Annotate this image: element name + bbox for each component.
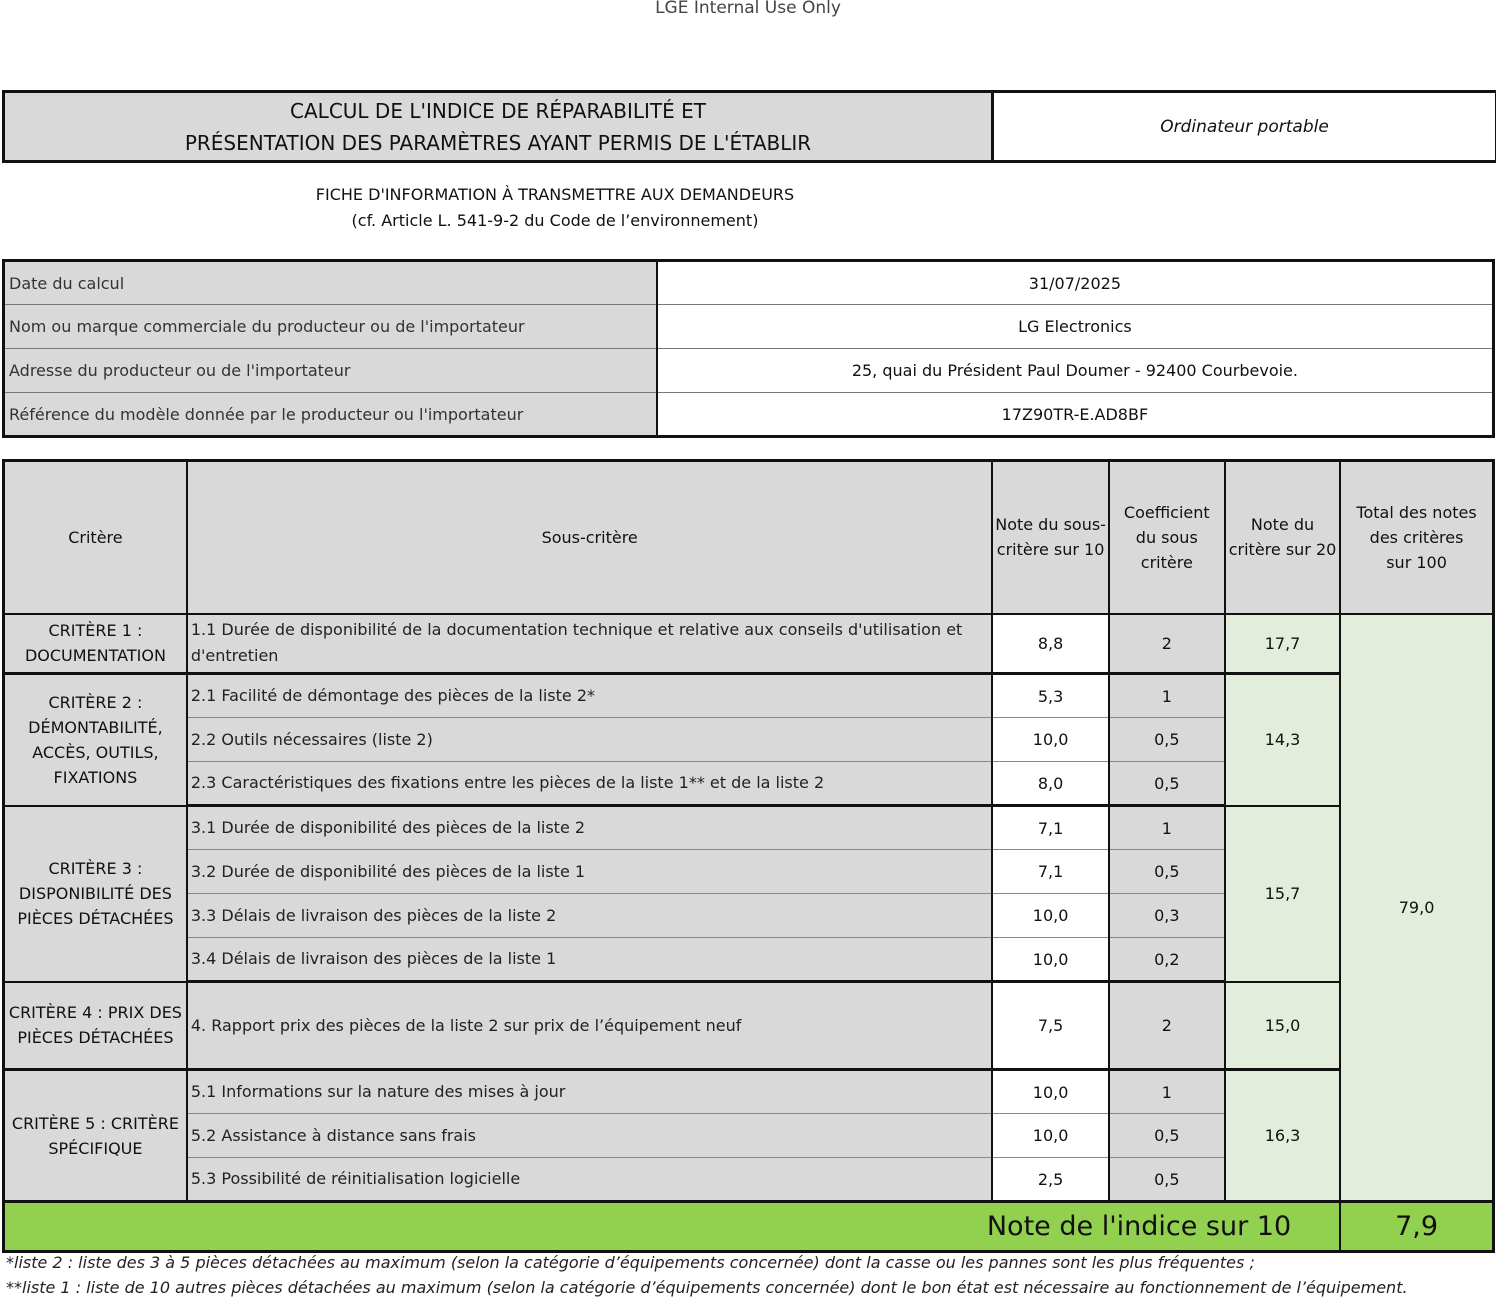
sub-criterion-note: 7,5 <box>992 982 1108 1070</box>
criterion-name-line: CRITÈRE 4 : PRIX DES <box>8 1003 182 1023</box>
sub-criterion-label: 2.1 Facilité de démontage des pièces de la liste 2* <box>187 674 993 718</box>
sub-criterion-coefficient: 0,5 <box>1109 762 1225 806</box>
internal-use-watermark: LGE Internal Use Only <box>655 0 841 18</box>
sub-criterion-note: 10,0 <box>992 938 1108 982</box>
sub-criterion-coefficient: 0,3 <box>1109 894 1225 938</box>
header-text-line: Note du sous- <box>995 515 1106 535</box>
info-row <box>4 393 1494 437</box>
criterion-name-line: DÉMONTABILITÉ, <box>28 717 163 737</box>
header-text-line: critère sur 10 <box>996 540 1105 560</box>
footnote-list-2: *liste 2 : liste des 3 à 5 pièces détachées au maximum (selon la catégorie d’équipements concernée) dont la casse ou les pannes sont les plus fréquentes ; <box>6 1253 1255 1272</box>
criterion-name-line: CRITÈRE 3 : <box>48 859 143 878</box>
sub-criterion-label: 3.4 Délais de livraison des pièces de la liste 1 <box>187 938 993 982</box>
info-value: 31/07/2025 <box>657 261 1494 305</box>
criterion-name-line: FIXATIONS <box>53 767 138 787</box>
sub-criterion-label: 3.3 Délais de livraison des pièces de la liste 2 <box>187 894 993 938</box>
sub-criterion-note: 8,8 <box>992 614 1108 674</box>
sub-criterion-label: 3.2 Durée de disponibilité des pièces de la liste 1 <box>187 850 993 894</box>
header-text-line: critère sur 20 <box>1228 540 1337 560</box>
sub-criterion-label: 4. Rapport prix des pièces de la liste 2 sur prix de l’équipement neuf <box>187 982 993 1070</box>
info-label: Adresse du producteur ou de l'importateur <box>4 349 657 393</box>
info-row <box>4 349 1494 393</box>
sub-criterion-label: 3.1 Durée de disponibilité des pièces de la liste 2 <box>187 806 993 850</box>
sub-criterion-note: 10,0 <box>992 718 1108 762</box>
footnote-list-1: **liste 1 : liste de 10 autres pièces détachées au maximum (selon la catégorie d’équipements concernée) dont le bon état est nécessaire au fonctionnement de l’équipement. <box>6 1278 1408 1297</box>
table-row <box>4 614 1494 674</box>
sub-criterion-note: 5,3 <box>992 674 1108 718</box>
criterion-name <box>4 982 187 1070</box>
table-row <box>4 1070 1494 1114</box>
header-text-line: Total des notes <box>1356 502 1477 522</box>
table-row <box>4 982 1494 1070</box>
sub-criterion-note: 10,0 <box>992 1114 1108 1158</box>
subtitle-line-1: FICHE D'INFORMATION À TRANSMETTRE AUX DEMANDEURS <box>315 185 795 204</box>
repairability-table <box>2 459 1495 1253</box>
sub-criterion-label: 5.3 Possibilité de réinitialisation logicielle <box>187 1158 993 1202</box>
title-block <box>2 90 1496 163</box>
title-line-2: PRÉSENTATION DES PARAMÈTRES AYANT PERMIS DE L'ÉTABLIR <box>184 130 812 155</box>
info-label: Référence du modèle donnée par le producteur ou l'importateur <box>4 393 657 437</box>
sub-criterion-coefficient: 1 <box>1109 674 1225 718</box>
sub-criterion-note: 10,0 <box>992 1070 1108 1114</box>
sub-criterion-coefficient: 0,5 <box>1109 850 1225 894</box>
criterion-note: 17,7 <box>1225 614 1340 674</box>
criterion-name-line: PIÈCES DÉTACHÉES <box>17 909 174 928</box>
sub-criterion-coefficient: 0,5 <box>1109 1114 1225 1158</box>
sub-criterion-coefficient: 0,5 <box>1109 1158 1225 1202</box>
header-row <box>4 461 1494 614</box>
sub-criterion-coefficient: 1 <box>1109 1070 1225 1114</box>
criterion-note: 15,0 <box>1225 982 1340 1070</box>
sub-criterion-note: 7,1 <box>992 806 1108 850</box>
sub-criterion-label: 1.1 Durée de disponibilité de la documentation technique et relative aux conseils d'utilisation et d'entretien <box>187 614 993 674</box>
criterion-note: 16,3 <box>1225 1070 1340 1202</box>
criterion-name <box>4 1070 187 1202</box>
info-value: 17Z90TR-E.AD8BF <box>657 393 1494 437</box>
criterion-name-line: CRITÈRE 1 : <box>48 621 143 641</box>
criterion-note: 15,7 <box>1225 806 1340 982</box>
header-critere: Critère <box>4 461 187 614</box>
equipment-category: Ordinateur portable <box>993 92 1496 162</box>
sub-criterion-note: 2,5 <box>992 1158 1108 1202</box>
sub-criterion-coefficient: 0,2 <box>1109 938 1225 982</box>
header-text-line: critère <box>1140 552 1193 572</box>
sub-criterion-label: 2.2 Outils nécessaires (liste 2) <box>187 718 993 762</box>
header-text-line: du sous <box>1135 527 1198 547</box>
subtitle-line-2: (cf. Article L. 541-9-2 du Code de l’environnement) <box>351 211 759 230</box>
header-note-sous-critere <box>992 461 1108 614</box>
header-text-line: Coefficient <box>1123 502 1210 522</box>
criterion-note: 14,3 <box>1225 674 1340 806</box>
criterion-name <box>4 614 187 674</box>
final-score-value: 7,9 <box>1340 1202 1493 1252</box>
sub-criterion-coefficient: 2 <box>1109 614 1225 674</box>
criterion-name <box>4 674 187 806</box>
header-text-line: sur 100 <box>1386 552 1447 572</box>
sub-criterion-coefficient: 0,5 <box>1109 718 1225 762</box>
header-sous-critere: Sous-critère <box>187 461 993 614</box>
sub-criterion-label: 5.2 Assistance à distance sans frais <box>187 1114 993 1158</box>
sub-criterion-label: 2.3 Caractéristiques des fixations entre les pièces de la liste 1** et de la liste 2 <box>187 762 993 806</box>
header-coefficient <box>1109 461 1225 614</box>
header-text-line: des critères <box>1369 527 1464 547</box>
criterion-name-line: ACCÈS, OUTILS, <box>32 742 159 762</box>
info-table <box>2 259 1495 438</box>
total-score: 79,0 <box>1340 614 1493 1202</box>
info-label: Nom ou marque commerciale du producteur ou de l'importateur <box>4 305 657 349</box>
sub-criterion-note: 10,0 <box>992 894 1108 938</box>
criterion-name-line: CRITÈRE 2 : <box>48 692 143 712</box>
criterion-name-line: DOCUMENTATION <box>24 646 166 666</box>
sub-criterion-coefficient: 1 <box>1109 806 1225 850</box>
header-total <box>1340 461 1493 614</box>
sub-criterion-note: 7,1 <box>992 850 1108 894</box>
header-note-critere <box>1225 461 1340 614</box>
title-line-1: CALCUL DE L'INDICE DE RÉPARABILITÉ ET <box>290 98 706 123</box>
subtitle <box>0 182 1110 234</box>
sub-criterion-coefficient: 2 <box>1109 982 1225 1070</box>
document-title <box>4 92 993 162</box>
sub-criterion-label: 5.1 Informations sur la nature des mises à jour <box>187 1070 993 1114</box>
info-row <box>4 305 1494 349</box>
header-text-line: Note du <box>1250 515 1315 535</box>
table-row <box>4 806 1494 850</box>
info-value: LG Electronics <box>657 305 1494 349</box>
criterion-name-line: CRITÈRE 5 : CRITÈRE <box>11 1113 179 1133</box>
info-value: 25, quai du Président Paul Doumer - 92400 Courbevoie. <box>657 349 1494 393</box>
info-label: Date du calcul <box>4 261 657 305</box>
criterion-name-line: PIÈCES DÉTACHÉES <box>17 1028 174 1048</box>
criterion-name-line: SPÉCIFIQUE <box>48 1138 143 1158</box>
info-row <box>4 261 1494 305</box>
sub-criterion-note: 8,0 <box>992 762 1108 806</box>
criterion-name <box>4 806 187 982</box>
table-row <box>4 674 1494 718</box>
final-score-label: Note de l'indice sur 10 <box>4 1202 1341 1252</box>
criterion-name-line: DISPONIBILITÉ DES <box>18 884 172 903</box>
final-score-row <box>4 1202 1494 1252</box>
